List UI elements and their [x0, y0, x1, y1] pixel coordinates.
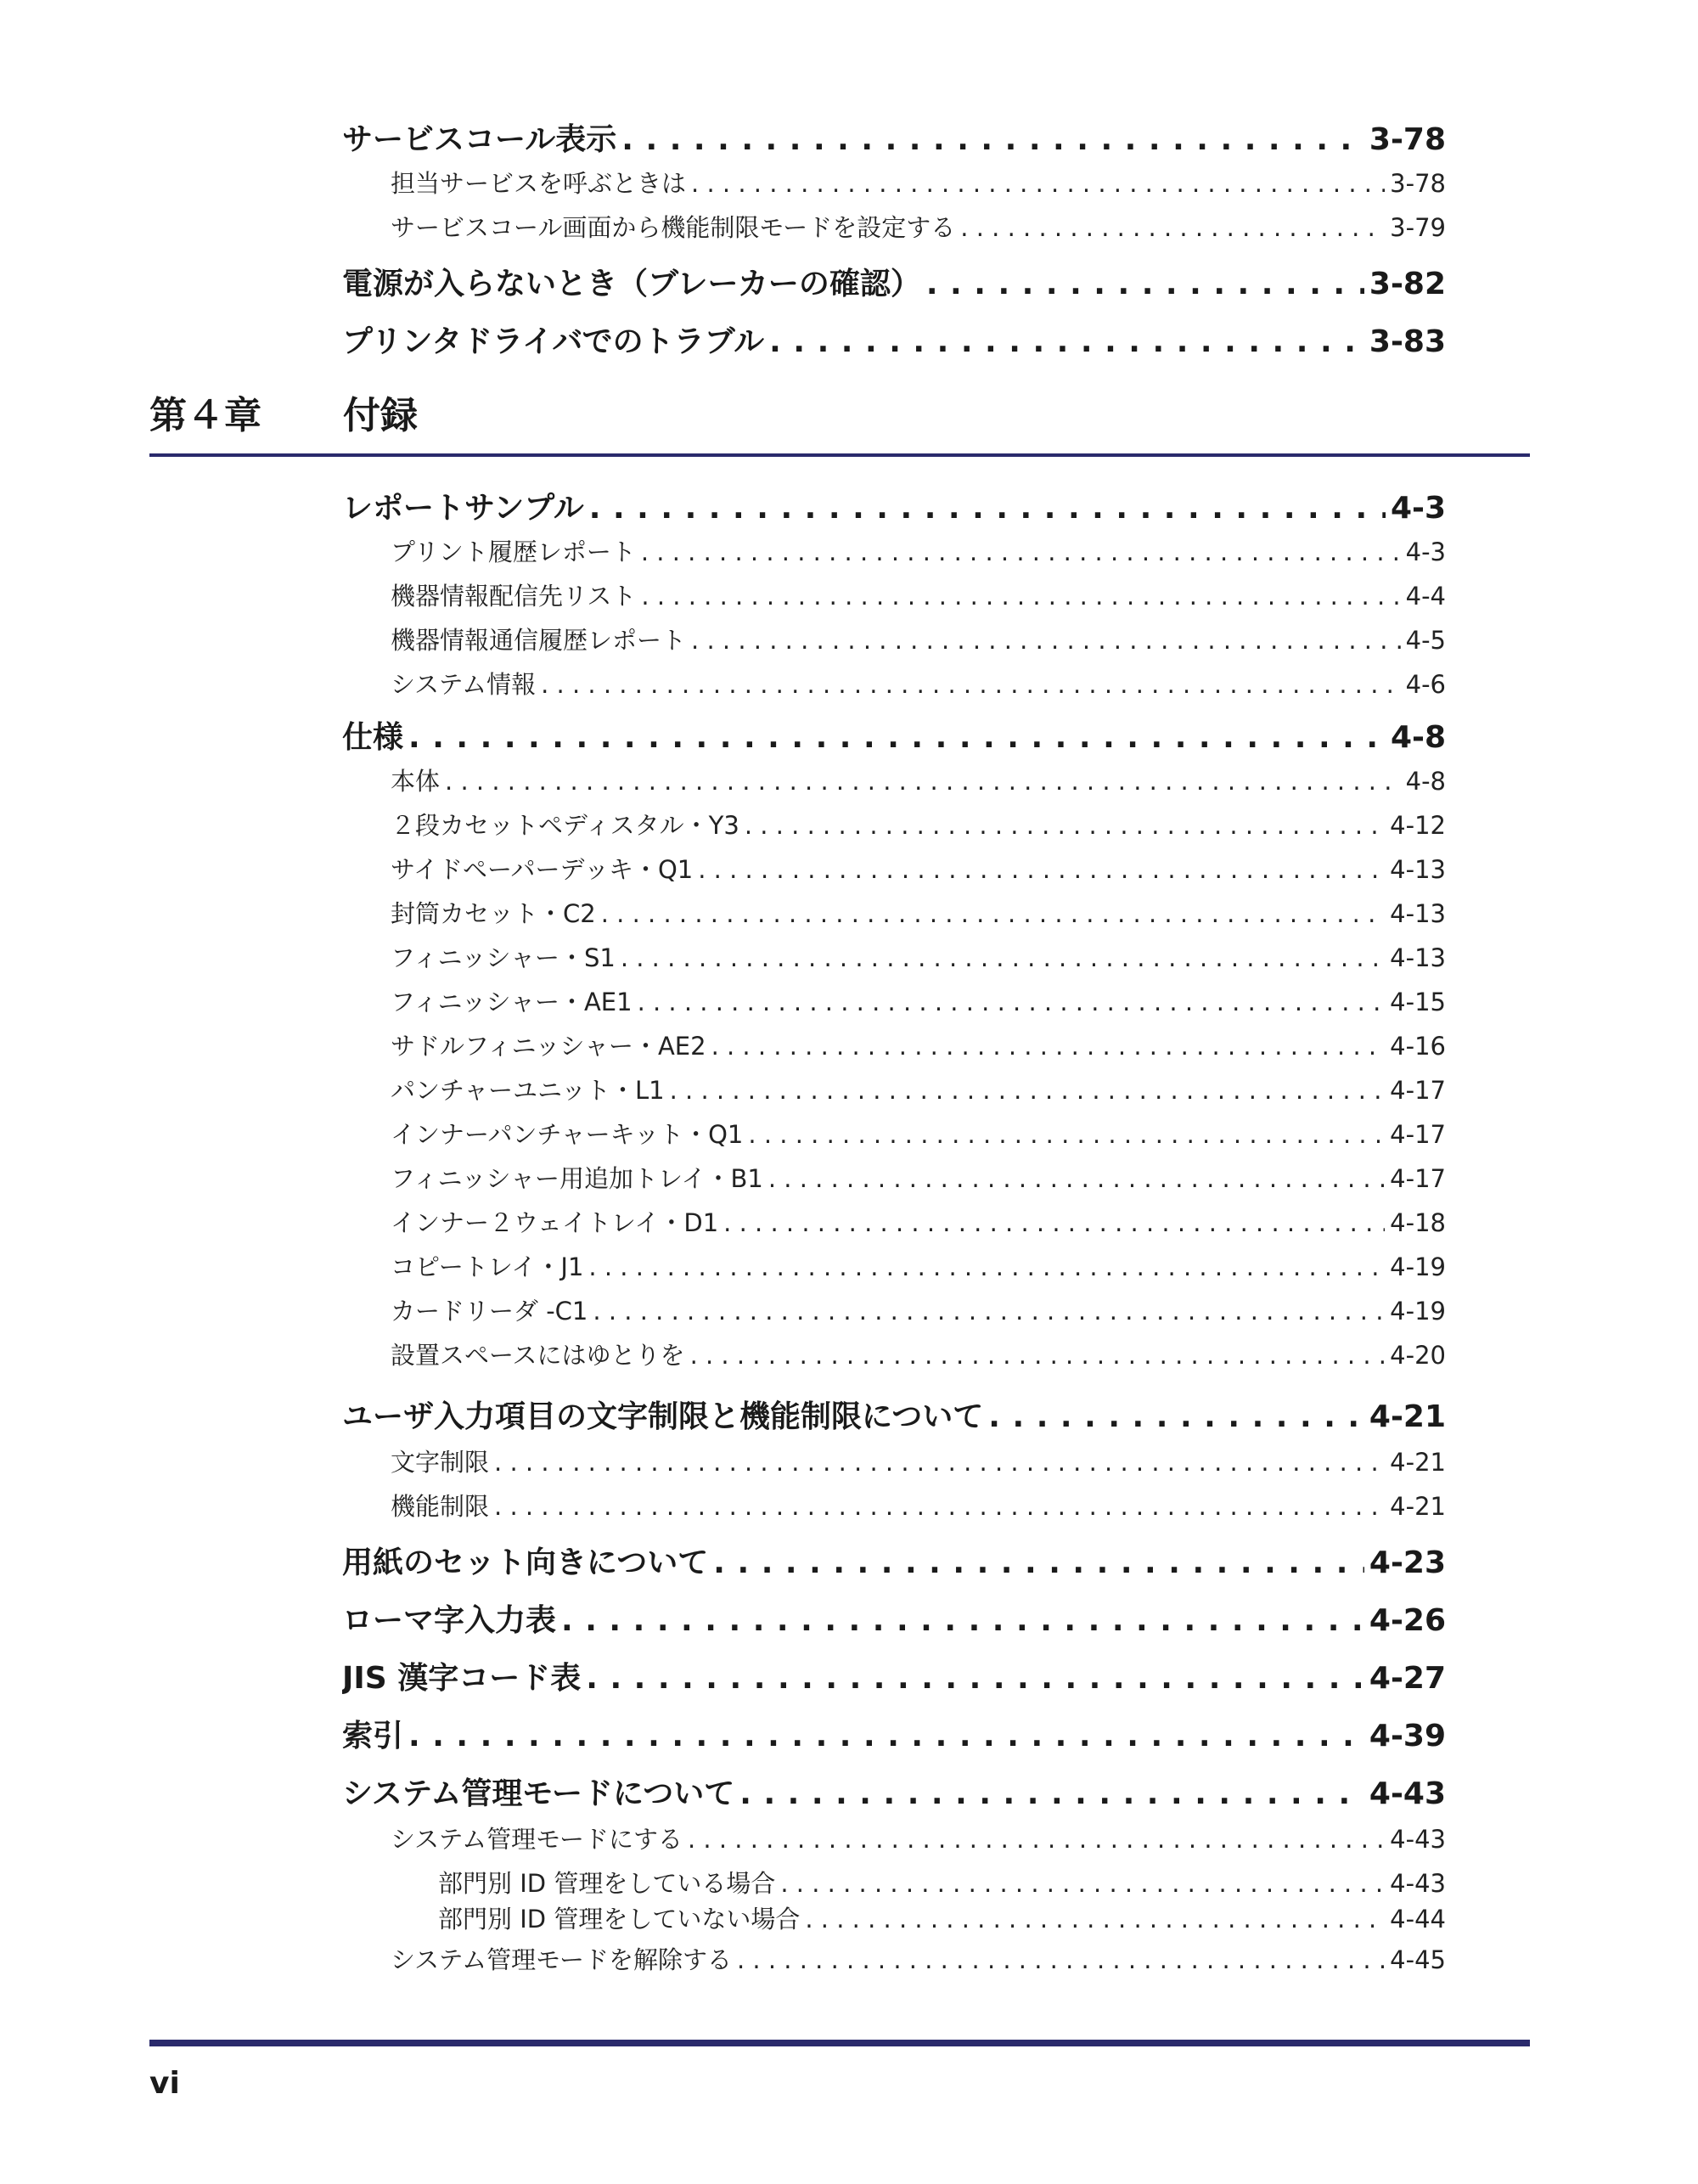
toc-entry[interactable]	[342, 1654, 1446, 1695]
dot-leader	[737, 1945, 1385, 1974]
toc-entry-title: 担当サービスを呼ぶときは	[391, 169, 687, 198]
toc-entry-page: 3-79	[1390, 213, 1446, 242]
dot-leader	[769, 324, 1364, 358]
toc-entry-title: 設置スペースにはゆとりを	[391, 1341, 685, 1370]
toc-entry-title: 電源が入らないとき（ブレーカーの確認）	[342, 267, 921, 301]
toc-entry-title: システム情報	[391, 670, 537, 699]
chapter-divider	[149, 453, 1530, 457]
dot-leader	[926, 267, 1364, 301]
dot-leader	[691, 169, 1385, 198]
footer-rule	[149, 2040, 1530, 2046]
toc-entry-page: 4-6	[1405, 670, 1446, 699]
dot-leader	[593, 1297, 1385, 1326]
toc-entry-title: 文字制限	[391, 1448, 490, 1477]
toc-entry[interactable]	[438, 1865, 1446, 1899]
toc-entry-page: 4-43	[1390, 1869, 1446, 1898]
toc-entry-page: 4-39	[1369, 1719, 1446, 1753]
toc-entry[interactable]	[391, 1941, 1446, 1975]
dot-leader	[805, 1905, 1385, 1934]
toc-entry-page: 3-78	[1390, 169, 1446, 198]
dot-leader	[698, 855, 1385, 884]
toc-entry-page: 4-27	[1369, 1661, 1446, 1695]
toc-entry-title: サイドペーパーデッキ・Q1	[391, 855, 694, 884]
toc-entry-page: 4-4	[1405, 582, 1446, 611]
toc-entry-page: 4-19	[1390, 1297, 1446, 1326]
toc-entry-page: 4-13	[1390, 899, 1446, 928]
toc-entry[interactable]	[342, 318, 1446, 358]
toc-entry-page: 4-21	[1369, 1399, 1446, 1433]
toc-entry[interactable]	[391, 939, 1446, 973]
toc-entry-title: フィニッシャー・AE1	[391, 988, 633, 1016]
toc-entry[interactable]	[391, 1116, 1446, 1150]
toc-entry-title: 機器情報通信履歴レポート	[391, 626, 687, 655]
dot-leader	[638, 988, 1386, 1016]
toc-entry-page: 4-43	[1369, 1776, 1446, 1810]
dot-leader	[445, 767, 1401, 796]
dot-leader	[739, 1776, 1364, 1810]
toc-entry-title: プリント履歴レポート	[391, 538, 636, 566]
toc-entry[interactable]	[342, 260, 1446, 301]
toc-entry-page: 4-43	[1390, 1825, 1446, 1854]
toc-entry[interactable]	[391, 1248, 1446, 1282]
toc-entry-page: 4-20	[1390, 1341, 1446, 1370]
toc-entry-page: 4-13	[1390, 943, 1446, 972]
dot-leader	[723, 1208, 1385, 1237]
toc-entry[interactable]	[391, 1072, 1446, 1106]
toc-entry-page: 4-16	[1390, 1032, 1446, 1061]
dot-leader	[960, 213, 1385, 242]
toc-entry-page: 4-19	[1390, 1252, 1446, 1281]
toc-entry-page: 3-78	[1369, 122, 1446, 156]
toc-entry[interactable]	[391, 851, 1446, 885]
toc-entry[interactable]	[342, 1712, 1446, 1753]
toc-entry-page: 3-82	[1369, 267, 1446, 301]
toc-entry[interactable]	[391, 666, 1446, 700]
toc-entry[interactable]	[391, 165, 1446, 199]
toc-entry-title: 用紙のセット向きについて	[342, 1545, 709, 1579]
toc-entry[interactable]	[342, 713, 1446, 754]
dot-leader	[601, 899, 1385, 928]
toc-entry-title: サドルフィニッシャー・AE2	[391, 1032, 706, 1061]
toc-entry-page: 4-17	[1390, 1164, 1446, 1193]
toc-entry-page: 4-17	[1390, 1120, 1446, 1149]
dot-leader	[690, 1341, 1386, 1370]
chapter-number: 第４章	[149, 394, 261, 437]
toc-entry-title: システム管理モードにする	[391, 1825, 683, 1854]
dot-leader	[588, 1252, 1385, 1281]
toc-entry[interactable]	[391, 1292, 1446, 1326]
toc-entry[interactable]	[391, 622, 1446, 656]
toc-entry-title: JIS 漢字コード表	[342, 1661, 582, 1695]
dot-leader	[711, 1032, 1386, 1061]
toc-entry-page: 4-3	[1390, 491, 1446, 525]
dot-leader	[748, 1120, 1385, 1149]
toc-entry[interactable]	[391, 763, 1446, 796]
toc-entry[interactable]	[391, 577, 1446, 611]
toc-entry-title: インナーパンチャーキット・Q1	[391, 1120, 744, 1149]
toc-entry-title: ローマ字入力表	[342, 1603, 557, 1637]
dot-leader	[691, 626, 1401, 655]
toc-entry-title: ユーザ入力項目の文字制限と機能制限について	[342, 1399, 984, 1433]
toc-entry-page: 4-5	[1405, 626, 1446, 655]
toc-entry-title: 封筒カセット・C2	[391, 899, 596, 928]
toc-entry[interactable]	[391, 1488, 1446, 1522]
toc-entry-title: フィニッシャー・S1	[391, 943, 616, 972]
dot-leader	[713, 1545, 1364, 1579]
toc-entry-page: 4-8	[1390, 720, 1446, 754]
toc-entry[interactable]	[391, 1204, 1446, 1238]
toc-entry-title: ２段カセットペディスタル・Y3	[391, 811, 739, 840]
dot-leader	[494, 1448, 1385, 1477]
toc-entry[interactable]	[342, 1539, 1446, 1579]
dot-leader	[641, 582, 1400, 611]
toc-entry-page: 4-15	[1390, 988, 1446, 1016]
toc-entry-page: 4-45	[1390, 1945, 1446, 1974]
toc-entry-title: プリンタドライバでのトラブル	[342, 324, 765, 358]
toc-entry-title: システム管理モードを解除する	[391, 1945, 732, 1974]
dot-leader	[541, 670, 1401, 699]
dot-leader	[768, 1164, 1385, 1193]
toc-entry-title: サービスコール画面から機能制限モードを設定する	[391, 213, 956, 242]
toc-entry[interactable]	[391, 1444, 1446, 1478]
toc-entry[interactable]	[391, 1027, 1446, 1061]
toc-entry-title: カードリーダ -C1	[391, 1297, 588, 1326]
toc-entry-title: 機能制限	[391, 1492, 490, 1521]
dot-leader	[745, 811, 1385, 840]
toc-entry-page: 4-21	[1390, 1492, 1446, 1521]
toc-entry[interactable]	[342, 484, 1446, 525]
toc-entry-title: フィニッシャー用追加トレイ・B1	[391, 1164, 763, 1193]
toc-entry[interactable]	[391, 1160, 1446, 1194]
chapter-heading	[149, 392, 418, 440]
toc-entry[interactable]	[438, 1900, 1446, 1934]
toc-entry[interactable]	[342, 1596, 1446, 1637]
toc-entry[interactable]	[391, 807, 1446, 841]
toc-entry[interactable]	[342, 115, 1446, 156]
toc-entry-page: 3-83	[1369, 324, 1446, 358]
toc-entry[interactable]	[342, 1770, 1446, 1810]
toc-entry-title: 部門別 ID 管理をしていない場合	[438, 1905, 801, 1934]
dot-leader	[589, 491, 1386, 525]
toc-entry-title: 索引	[342, 1719, 404, 1753]
toc-entry-title: 機器情報配信先リスト	[391, 582, 637, 611]
toc-entry-page: 4-26	[1369, 1603, 1446, 1637]
dot-leader	[621, 943, 1385, 972]
toc-entry[interactable]	[391, 983, 1446, 1017]
dot-leader	[408, 1719, 1364, 1753]
dot-leader	[641, 538, 1401, 566]
dot-leader	[688, 1825, 1385, 1854]
dot-leader	[494, 1492, 1385, 1521]
toc-entry-title: サービスコール表示	[342, 122, 617, 156]
toc-entry[interactable]	[342, 1393, 1446, 1433]
toc-entry-page: 4-3	[1405, 538, 1446, 566]
toc-entry-page: 4-8	[1405, 767, 1446, 796]
toc-entry-title: 部門別 ID 管理をしている場合	[438, 1869, 776, 1898]
toc-entry-title: コピートレイ・J1	[391, 1252, 584, 1281]
toc-entry[interactable]	[391, 209, 1446, 243]
toc-entry-page: 4-12	[1390, 811, 1446, 840]
dot-leader	[408, 720, 1386, 754]
dot-leader	[561, 1603, 1364, 1637]
toc-entry-page: 4-17	[1390, 1076, 1446, 1105]
dot-leader	[586, 1661, 1364, 1695]
dot-leader	[621, 122, 1364, 156]
dot-leader	[670, 1076, 1386, 1105]
toc-entry-page: 4-13	[1390, 855, 1446, 884]
toc-entry-title: 本体	[391, 767, 441, 796]
toc-entry-page: 4-18	[1390, 1208, 1446, 1237]
toc-entry-title: システム管理モードについて	[342, 1776, 735, 1810]
toc-entry[interactable]	[391, 1821, 1446, 1855]
toc-entry-page: 4-23	[1369, 1545, 1446, 1579]
toc-entry-page: 4-21	[1390, 1448, 1446, 1477]
toc-entry[interactable]	[391, 1337, 1446, 1371]
toc-entry-title: パンチャーユニット・L1	[391, 1076, 665, 1105]
dot-leader	[988, 1399, 1364, 1433]
toc-entry[interactable]	[391, 895, 1446, 929]
toc-entry-title: インナー２ウェイトレイ・D1	[391, 1208, 719, 1237]
toc-entry-page: 4-44	[1390, 1905, 1446, 1934]
toc-entry-title: レポートサンプル	[342, 491, 584, 525]
chapter-title: 付録	[343, 394, 418, 437]
page-number: vi	[149, 2066, 180, 2101]
dot-leader	[780, 1869, 1385, 1898]
toc-entry-title: 仕様	[342, 720, 404, 754]
toc-entry[interactable]	[391, 533, 1446, 567]
